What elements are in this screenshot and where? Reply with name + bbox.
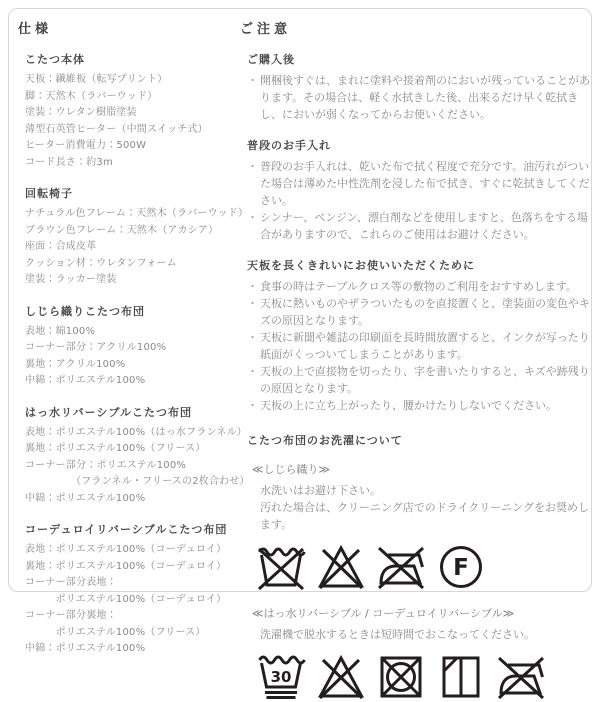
notice-section-tabletop-care xyxy=(240,257,592,414)
notice-bullet xyxy=(247,295,592,329)
do-not-tumble-dry-icon xyxy=(376,652,426,702)
spec-line: 薄型石英管ヒーター（中間スイッチ式） xyxy=(25,123,208,135)
spec-line: コーナー部分裏地： xyxy=(25,610,117,621)
spec-line: 裏地：ポリエステル100%（コーデュロイ） xyxy=(25,560,227,572)
do-not-iron-icon xyxy=(376,542,426,592)
section-heading: ご購入後 xyxy=(247,53,295,66)
spec-line: 座面：合成皮革 xyxy=(25,241,97,252)
bullet-text: 普段のお手入れは、乾いた布で拭く程度で充分です。油汚れがついた場合は薄めた中性洗剤を浸した布で拭き、すぐに乾拭きしてください。 xyxy=(260,160,590,207)
bullet-marker: ・ xyxy=(247,365,258,378)
spec-line: （フランネル・フリースの2枚合わせ） xyxy=(25,476,250,487)
spec-line: 裏地：アクリル100% xyxy=(25,358,126,370)
section-heading: はっ水リバーシブルこたつ布団 xyxy=(25,405,193,419)
spec-line: ポリエステル100%（フリース） xyxy=(25,626,206,638)
laundry-group-label: ≪はっ水リバーシブル / コーデュロイリバーシブル≫ xyxy=(252,607,515,620)
bullet-text: 天板の上に立ち上がったり、腰かけたりしないでください。 xyxy=(260,399,557,412)
bullet-marker: ・ xyxy=(247,297,258,310)
spec-line: ヒーター消費電力：500W xyxy=(25,140,147,151)
spec-line: 中綿：ポリエステル100% xyxy=(25,375,146,386)
laundry-group-label: ≪しじら織り≫ xyxy=(252,463,331,476)
spec-line: 塗装：ラッカー塗装 xyxy=(25,274,117,285)
bullet-text: シンナー、ベンジン、漂白剤などを使用しますと、色落ちをする場合がありますので、これらのご使用はお避けください。 xyxy=(260,211,588,241)
spec-title: 仕様 xyxy=(18,22,53,37)
notice-section-daily-care xyxy=(240,137,592,243)
section-heading: 普段のお手入れ xyxy=(247,139,331,152)
spec-section-kotatsu-body xyxy=(18,51,240,171)
bullet-marker: ・ xyxy=(247,74,258,87)
bullet-marker: ・ xyxy=(247,280,258,293)
wash-temperature: 30 xyxy=(270,668,292,686)
notice-bullet xyxy=(247,278,592,295)
spec-section-water-repellent-futon xyxy=(18,404,250,508)
do-not-bleach-icon xyxy=(316,652,366,702)
spec-line: コーナー部分表地： xyxy=(25,577,117,588)
spec-line: 表地：ポリエステル100%（コーデュロイ） xyxy=(25,544,227,555)
bullet-text: 天板に熱いものやザラついたものを直接置くと、塗装面の変色やキズの原因となります。 xyxy=(260,297,590,327)
section-heading: コーデュロイリバーシブルこたつ布団 xyxy=(25,523,228,536)
spec-line: ポリエステル100%（コーデュロイ） xyxy=(25,593,227,605)
spec-line: 中綿：ポリエステル100% xyxy=(25,643,146,654)
bullet-marker: ・ xyxy=(247,211,258,224)
notice-section-after-purchase xyxy=(240,51,592,123)
section-heading: こたつ本体 xyxy=(25,53,85,66)
spec-line: ブラウン色フレーム：天然木（アカシア） xyxy=(25,224,219,236)
do-not-bleach-icon xyxy=(316,542,366,592)
spec-line: 塗装：ウレタン樹脂塗装 xyxy=(25,107,137,118)
dry-clean-letter: F xyxy=(453,555,469,581)
do-not-wash-icon xyxy=(256,542,306,592)
notice-bullet xyxy=(247,329,592,363)
laundry-line: 洗濯機で脱水するときは短時間でおこなってください。 xyxy=(260,628,535,641)
spec-line: コーナー部分：アクリル100% xyxy=(25,342,167,353)
do-not-iron-icon xyxy=(496,652,546,702)
notice-bullet xyxy=(247,158,592,209)
spec-line: クッション材：ウレタンフォーム xyxy=(25,257,177,269)
notice-column xyxy=(240,10,592,702)
bullet-marker: ・ xyxy=(247,399,258,412)
section-heading: 回転椅子 xyxy=(25,187,73,200)
dry-clean-petroleum-icon xyxy=(436,542,486,592)
section-heading: 天板を長くきれいにお使いいただくために xyxy=(247,259,475,272)
spec-line: 表地：ポリエステル100%（はっ水フランネル） xyxy=(25,426,247,438)
spec-line: コーナー部分：ポリエステル100% xyxy=(25,459,187,471)
laundry-section xyxy=(240,432,592,702)
notice-title: ご注意 xyxy=(240,22,292,37)
section-heading: しじら織りこたつ布団 xyxy=(25,304,145,318)
notice-bullet xyxy=(247,72,592,123)
spec-line: 脚：天然木（ラバーウッド） xyxy=(25,90,158,102)
bullet-text: 開梱後すぐは、まれに塗料や接着剤のにおいが残っていることがあります。その場合は、軽く水拭きした後、出来るだけ早く乾拭きし、においが弱くなってからお使いください。 xyxy=(260,74,590,121)
bullet-marker: ・ xyxy=(247,331,258,344)
laundry-symbol-row xyxy=(256,542,592,592)
laundry-symbol-row xyxy=(256,652,592,702)
spec-section-shijira-futon xyxy=(18,303,240,390)
bullet-text: 食事の時はテーブルクロス等の敷物のご利用をおすすめします。 xyxy=(260,280,578,293)
spec-line: 天板：繊維板（転写プリント） xyxy=(25,74,168,85)
bullet-text: 天板に新聞や雑誌の印刷面を長時間放置すると、インクが写ったり紙面がくっついてしまうことがあります。 xyxy=(260,331,590,361)
laundry-heading: こたつ布団のお洗濯について xyxy=(247,434,403,447)
notice-bullet xyxy=(247,397,592,414)
laundry-line: 汚れた場合は、クリーニング店でのドライクリーニングをお奨めします。 xyxy=(260,501,590,531)
bullet-marker: ・ xyxy=(247,160,258,173)
notice-bullet xyxy=(247,363,592,397)
spec-column xyxy=(18,10,250,658)
notice-bullet xyxy=(247,209,592,243)
spec-line: コード長さ：約3m xyxy=(25,156,113,168)
laundry-line: 水洗いはお避け下さい。 xyxy=(260,484,381,497)
bullet-text: 天板の上で直接物を切ったり、字を書いたりすると、キズや跡残りの原因となります。 xyxy=(260,365,590,395)
laundry-group-reversible xyxy=(247,605,592,702)
spec-section-corduroy-futon xyxy=(18,521,240,658)
spec-line: 裏地：ポリエステル100%（フリース） xyxy=(25,443,206,454)
hang-dry-in-shade-icon xyxy=(436,652,486,702)
spec-line: 中綿：ポリエステル100% xyxy=(25,492,146,504)
laundry-group-shijira xyxy=(247,461,592,592)
spec-line: ナチュラル色フレーム：天然木（ラバーウッド） xyxy=(25,208,249,219)
spec-line: 表地：綿100% xyxy=(25,325,96,337)
spec-section-rotating-chair xyxy=(18,185,249,289)
machine-wash-30-very-gentle-icon xyxy=(256,652,306,702)
